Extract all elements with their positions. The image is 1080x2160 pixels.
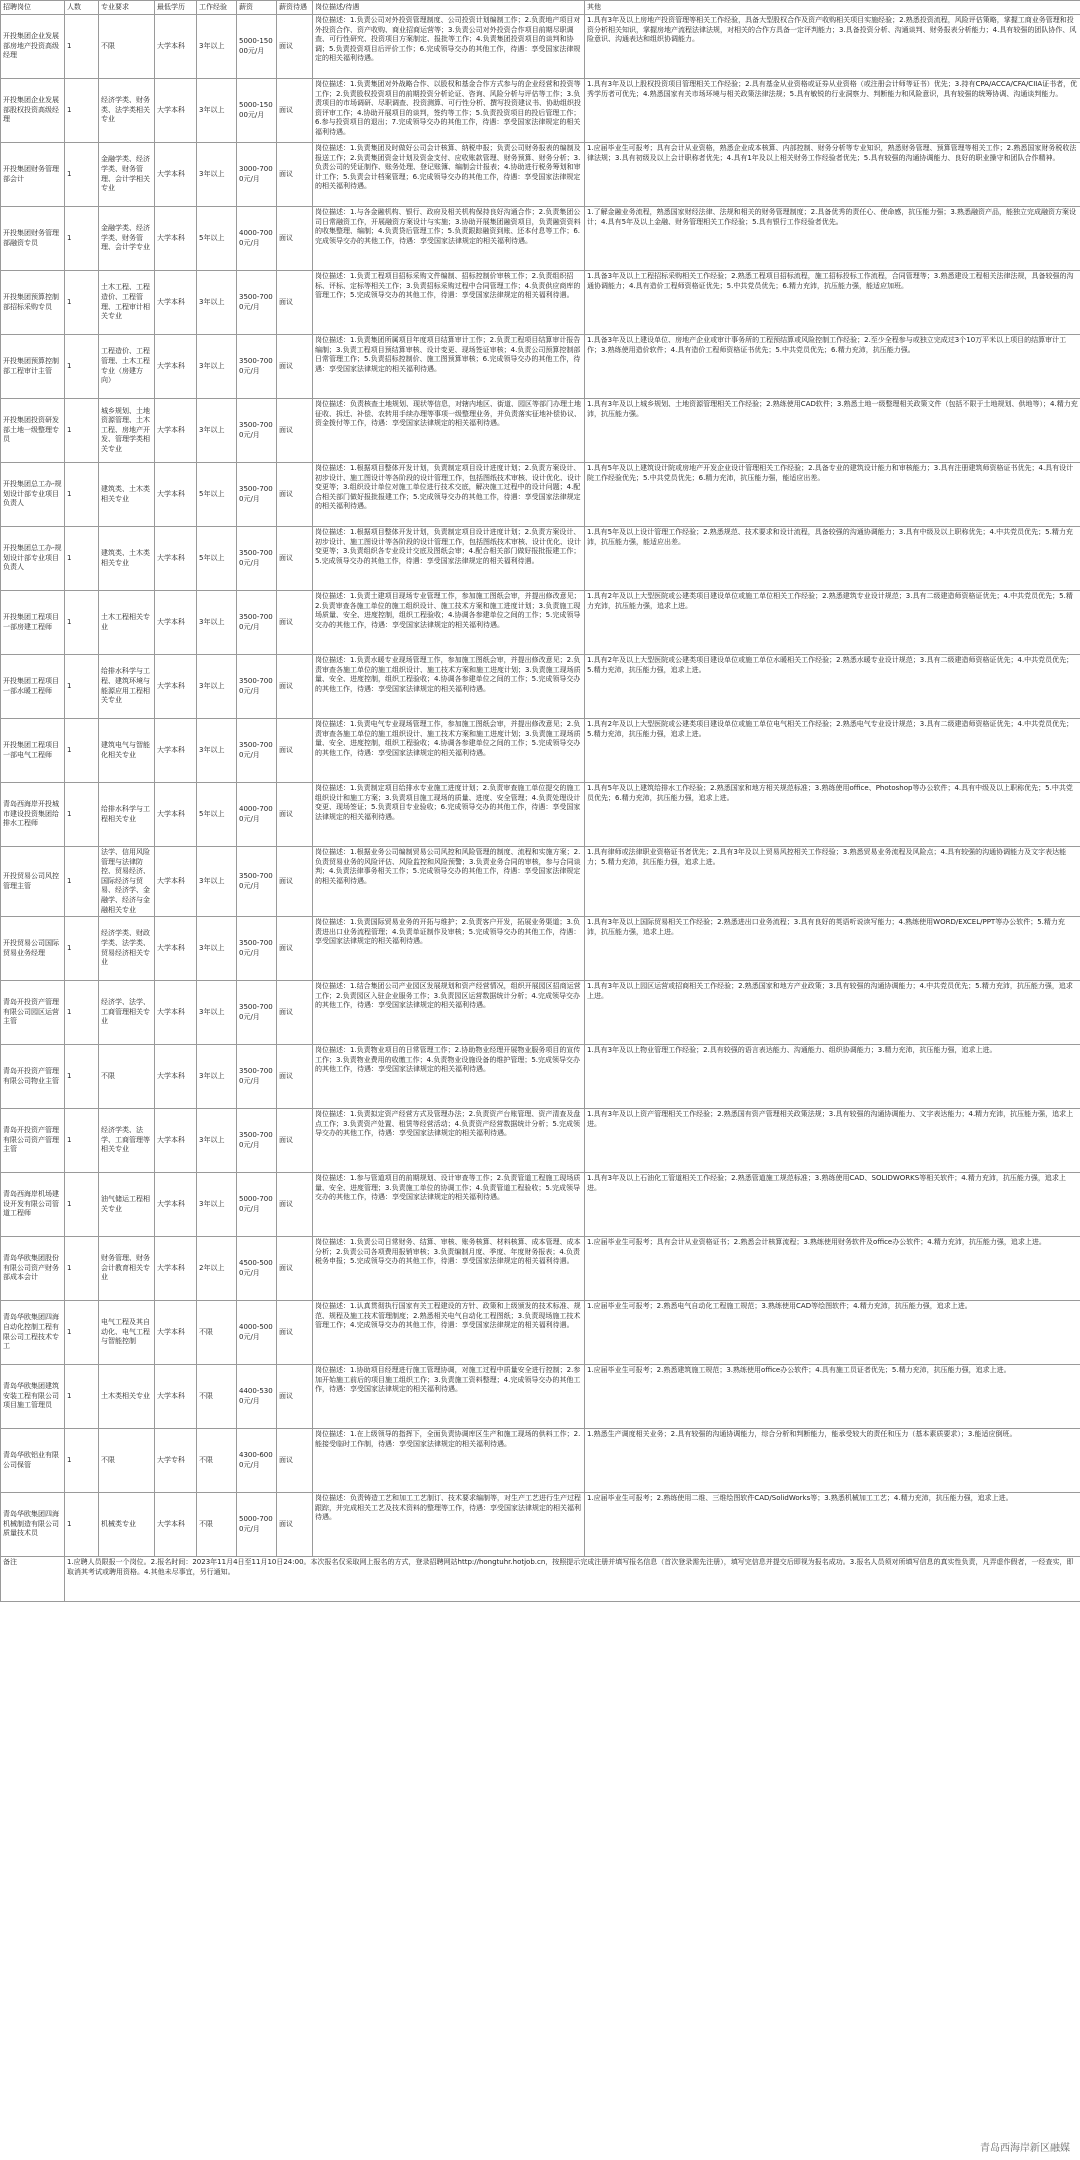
cell-education: 大学本科 — [155, 783, 197, 847]
cell-count: 1 — [65, 591, 99, 655]
cell-education: 大学本科 — [155, 271, 197, 335]
cell-count: 1 — [65, 655, 99, 719]
cell-count: 1 — [65, 271, 99, 335]
header-pay: 薪资待遇 — [277, 1, 313, 15]
cell-salary: 4000-7000元/月 — [237, 783, 277, 847]
table-row — [1, 207, 1080, 271]
cell-education: 大学本科 — [155, 591, 197, 655]
cell-other: 1.具有3年及以上石油化工管道相关工作经验；2.熟悉管道施工规范标准；3.熟练使用CAD、SOLIDWORKS等相关软件；4.精力充沛，抗压能力强，追求上进。 — [585, 1173, 1080, 1237]
cell-experience: 3年以上 — [197, 719, 237, 783]
cell-position: 青岛西海岸机场建设开发有限公司管道工程师 — [1, 1173, 65, 1237]
cell-other: 1.应届毕业生可报考；具有会计从业资格，熟悉企业成本核算、内部控制、财务分析等专业知识，熟悉财务管理、预算管理等相关工作；2.熟悉国家财务税收法律法规；3.具有初级及以上会计职称者优先；4.具有1年及以上相关财务工作经验者优先；5.具有较强的沟通协调能力、良好的职业操守和团队合作精神。 — [585, 143, 1080, 207]
cell-position: 开投集团财务管理部会计 — [1, 143, 65, 207]
cell-experience: 3年以上 — [197, 15, 237, 79]
cell-pay: 面议 — [277, 527, 313, 591]
cell-major: 工程造价、工程管理、土木工程专业（房建方向） — [99, 335, 155, 399]
cell-salary: 3500-7000元/月 — [237, 463, 277, 527]
cell-description: 岗位描述：1.负责公司日常财务、结算、审核、账务核算、材料核算、成本管理、成本分析；2.负责公司各项费用报销审核；3.负责编制月度、季度、年度财务报表；4.负责税务申报；5.完成领导交办的其他工作，待遇：享受国家法律规定的相关福利待遇。 — [313, 1237, 585, 1301]
cell-major: 土木工程、工程造价、工程管理、工程审计相关专业 — [99, 271, 155, 335]
cell-description: 岗位描述：1.负责集团所属项目年度项目结算审计工作；2.负责工程项目结算审计报告编制；3.负责工程项目预结算审核、设计变更、现场签证审核；4.负责公司预算控制部日常管理工作；5.负责招标控制价、施工图预算审核；6.完成领导交办的其他工作，待遇：享受国家法律规定的相关福利待遇。 — [313, 335, 585, 399]
cell-other: 1.具有3年及以上园区运营或招商相关工作经验；2.熟悉国家和地方产业政策；3.具有较强的沟通协调能力；4.中共党员优先；5.精力充沛，抗压能力强，追求上进。 — [585, 981, 1080, 1045]
cell-pay: 面议 — [277, 1237, 313, 1301]
cell-major: 财务管理、财务会计教育相关专业 — [99, 1237, 155, 1301]
cell-pay: 面议 — [277, 399, 313, 463]
cell-salary: 4000-5000元/月 — [237, 1301, 277, 1365]
cell-position: 开投贸易公司风控管理主管 — [1, 847, 65, 917]
cell-count: 1 — [65, 1173, 99, 1237]
cell-education: 大学本科 — [155, 719, 197, 783]
cell-major: 经济学类、财务类、法学类相关专业 — [99, 79, 155, 143]
cell-count: 1 — [65, 917, 99, 981]
table-row — [1, 981, 1080, 1045]
table-row — [1, 783, 1080, 847]
cell-position: 开投集团企业发展部房地产投资高级经理 — [1, 15, 65, 79]
cell-pay: 面议 — [277, 15, 313, 79]
cell-salary: 3500-7000元/月 — [237, 917, 277, 981]
table-row — [1, 719, 1080, 783]
cell-major: 不限 — [99, 15, 155, 79]
cell-count: 1 — [65, 463, 99, 527]
cell-position: 青岛开投资产管理有限公司园区运营主管 — [1, 981, 65, 1045]
cell-other: 1.具有5年及以上建筑设计院或房地产开发企业设计管理相关工作经验；2.具备专业的建筑设计能力和审核能力；3.具有注册建筑师资格证书优先；4.具有设计院工作经验优先；5.中共党员优先；6.精力充沛，抗压能力强，能适应出差。 — [585, 463, 1080, 527]
cell-education: 大学本科 — [155, 655, 197, 719]
cell-salary: 3500-7000元/月 — [237, 847, 277, 917]
cell-education: 大学本科 — [155, 207, 197, 271]
cell-major: 建筑类、土木类相关专业 — [99, 463, 155, 527]
cell-other: 1.了解金融业务流程，熟悉国家财经法律、法规和相关的财务管理制度；2.具备优秀的责任心、使命感，抗压能力强；3.熟悉融资产品，能独立完成融资方案设计；4.具有5年及以上金融、财务管理相关工作经验；5.具有银行工作经验者优先。 — [585, 207, 1080, 271]
cell-description: 岗位描述：1.根据项目整体开发计划，负责制定项目设计进度计划；2.负责方案设计、初步设计、施工图设计等各阶段的设计管理工作，包括图纸技术审核、设计优化、设计变更等；3.组织设计单位对施工单位进行技术交底，解决施工过程中的设计问题；4.配合相关部门做好报批报建工作；5.完成领导交办的其他工作，待遇：享受国家法律规定的相关福利待遇。 — [313, 463, 585, 527]
cell-count: 1 — [65, 79, 99, 143]
cell-salary: 3500-7000元/月 — [237, 271, 277, 335]
table-row — [1, 335, 1080, 399]
cell-position: 青岛华欧集团建筑安装工程有限公司项目施工管理员 — [1, 1365, 65, 1429]
cell-description: 岗位描述：负责铸造工艺和加工工艺制订、技术要求编制等，对生产工艺进行生产过程跟踪，并完成相关工艺及技术资料的整理等工作，待遇：享受国家法律规定的相关福利待遇。 — [313, 1493, 585, 1557]
cell-education: 大学本科 — [155, 917, 197, 981]
cell-count: 1 — [65, 1429, 99, 1493]
table-row — [1, 1173, 1080, 1237]
cell-other: 1.熟悉生产调度相关业务；2.具有较强的沟通协调能力，综合分析和判断能力，能承受较大的责任和压力（基本素质要求）；3.能适应倒班。 — [585, 1429, 1080, 1493]
table-row — [1, 1301, 1080, 1365]
cell-salary: 4500-5000元/月 — [237, 1237, 277, 1301]
watermark: 青岛西海岸新区融媒 — [976, 2137, 1074, 2156]
cell-description: 岗位描述：1.负责土建项目现场专业管理工作，参加施工图纸会审，并提出修改意见；2.负责审查各施工单位的施工组织设计、施工技术方案和施工进度计划；3.负责施工现场质量、安全、进度控制，组织工程验收；4.协调各参建单位之间的工作；5.完成领导交办的其他工作，待遇：享受国家法律规定的相关福利待遇。 — [313, 591, 585, 655]
cell-position: 开投集团工程项目一部水暖工程师 — [1, 655, 65, 719]
cell-pay: 面议 — [277, 1429, 313, 1493]
cell-experience: 3年以上 — [197, 79, 237, 143]
cell-experience: 3年以上 — [197, 591, 237, 655]
cell-other: 1.具有2年及以上大型医院或公建类项目建设单位或施工单位相关工作经验；2.熟悉建筑专业设计规范；3.具有二级建造师资格证优先；4.中共党员优先；5.精力充沛，抗压能力强，追求上进。 — [585, 591, 1080, 655]
cell-other: 1.应届毕业生可报考；具有会计从业资格证书；2.熟悉会计核算流程；3.熟练使用财务软件及office办公软件；4.精力充沛，抗压能力强，追求上进。 — [585, 1237, 1080, 1301]
cell-major: 城乡规划、土地资源管理、土木工程、房地产开发、管理学类相关专业 — [99, 399, 155, 463]
header-position: 招聘岗位 — [1, 1, 65, 15]
table-row — [1, 655, 1080, 719]
cell-major: 建筑电气与智能化相关专业 — [99, 719, 155, 783]
cell-major: 经济学类、法学、工商管理等相关专业 — [99, 1109, 155, 1173]
cell-description: 岗位描述：1.根据项目整体开发计划，负责制定项目设计进度计划；2.负责方案设计、初步设计、施工图设计等各阶段的设计管理工作，包括图纸技术审核、设计优化、设计变更等；3.负责组织各专业设计交底及图纸会审；4.配合相关部门做好报批报建工作；5.完成领导交办的其他工作，待遇：享受国家法律规定的相关福利待遇。 — [313, 527, 585, 591]
cell-experience: 不限 — [197, 1365, 237, 1429]
cell-other: 1.具有3年及以上城乡规划、土地资源管理相关工作经验；2.熟练使用CAD软件；3.熟悉土地一级整理相关政策文件（包括不限于土地规划、供地等）；4.精力充沛，抗压能力强。 — [585, 399, 1080, 463]
header-salary: 薪资 — [237, 1, 277, 15]
cell-education: 大学本科 — [155, 527, 197, 591]
cell-education: 大学本科 — [155, 1237, 197, 1301]
cell-experience: 3年以上 — [197, 1173, 237, 1237]
cell-pay: 面议 — [277, 847, 313, 917]
cell-education: 大学本科 — [155, 981, 197, 1045]
cell-count: 1 — [65, 1237, 99, 1301]
cell-salary: 3500-7000元/月 — [237, 335, 277, 399]
table-row — [1, 1109, 1080, 1173]
cell-position: 开投集团总工办-规划设计部专业项目负责人 — [1, 463, 65, 527]
cell-description: 岗位描述：1.根据业务公司编制贸易公司风控和风险管理的制度、流程和实施方案；2.负责贸易业务的风险评估、风险监控和风险预警；3.负责业务合同的审核，参与合同谈判；4.负责法律事务相关工作；5.完成领导交办的其他工作，待遇：享受国家法律规定的相关福利待遇。 — [313, 847, 585, 917]
cell-position: 开投集团工程项目一部房建工程师 — [1, 591, 65, 655]
table-row — [1, 1365, 1080, 1429]
cell-salary: 3500-7000元/月 — [237, 591, 277, 655]
cell-position: 开投贸易公司国际贸易业务经理 — [1, 917, 65, 981]
table-row — [1, 917, 1080, 981]
cell-position: 开投集团预算控制部招标采购专员 — [1, 271, 65, 335]
cell-education: 大学本科 — [155, 1173, 197, 1237]
cell-experience: 3年以上 — [197, 847, 237, 917]
cell-count: 1 — [65, 1109, 99, 1173]
cell-position: 青岛华欧集团四海自动化控制工程有限公司工程技术专工 — [1, 1301, 65, 1365]
cell-experience: 不限 — [197, 1493, 237, 1557]
cell-count: 1 — [65, 399, 99, 463]
header-count: 人数 — [65, 1, 99, 15]
cell-major: 给排水科学与工程相关专业 — [99, 783, 155, 847]
cell-pay: 面议 — [277, 143, 313, 207]
cell-other: 1.具有3年及以上房地产投资管理等相关工作经验，具备大型股权合作及资产收购相关项目实施经验；2.熟悉投资流程，风险评估策略，掌握工商业务管理和投资分析相关知识，掌握房地产流程法律法规，对相关的合作方具备一定评判能力；3.具备投资分析、沟通谈判、财务报表分析能力；4.具有较强的团队协作、风险意识、沟通表达和组织协调能力。 — [585, 15, 1080, 79]
cell-experience: 3年以上 — [197, 1109, 237, 1173]
cell-position: 青岛华欧集团四海机械制造有限公司质量技术员 — [1, 1493, 65, 1557]
cell-position: 开投集团总工办-规划设计部专业项目负责人 — [1, 527, 65, 591]
table-body — [1, 15, 1080, 1557]
table-row — [1, 1493, 1080, 1557]
cell-experience: 5年以上 — [197, 783, 237, 847]
cell-education: 大学本科 — [155, 847, 197, 917]
cell-major: 不限 — [99, 1429, 155, 1493]
cell-salary: 3500-7000元/月 — [237, 981, 277, 1045]
cell-count: 1 — [65, 143, 99, 207]
cell-count: 1 — [65, 15, 99, 79]
cell-salary: 3500-7000元/月 — [237, 399, 277, 463]
cell-major: 法学、信用风险管理与法律防控、贸易经济、国际经济与贸易、经济学、金融学、经济与金融相关专业 — [99, 847, 155, 917]
cell-other: 1.具备3年及以上工程招标采购相关工作经验；2.熟悉工程项目招标流程，施工招标投标工作流程，合同管理等；3.熟悉建设工程相关法律法规，具备较强的沟通协调能力；4.具有造价工程师资格证优先；5.中共党员优先；6.精力充沛，抗压能力强，能适应加班。 — [585, 271, 1080, 335]
cell-education: 大学本科 — [155, 1365, 197, 1429]
cell-experience: 3年以上 — [197, 655, 237, 719]
cell-position: 青岛开投资产管理有限公司物业主管 — [1, 1045, 65, 1109]
cell-other: 1.具有律师或法律职业资格证书者优先；2.具有3年及以上贸易风控相关工作经验；3.熟悉贸易业务流程及风险点；4.具有较强的沟通协调能力及文字表达能力；5.精力充沛，抗压能力强，追求上进。 — [585, 847, 1080, 917]
table-row — [1, 271, 1080, 335]
table-row — [1, 399, 1080, 463]
cell-education: 大学本科 — [155, 15, 197, 79]
cell-major: 油气储运工程相关专业 — [99, 1173, 155, 1237]
cell-pay: 面议 — [277, 335, 313, 399]
cell-position: 开投集团预算控制部工程审计主管 — [1, 335, 65, 399]
cell-education: 大学本科 — [155, 1045, 197, 1109]
cell-other: 1.应届毕业生可报考；2.熟悉建筑施工规范；3.熟练使用office办公软件；4.具有施工员证者优先；5.精力充沛，抗压能力强，追求上进。 — [585, 1365, 1080, 1429]
cell-experience: 5年以上 — [197, 207, 237, 271]
cell-position: 开投集团财务管理部融资专员 — [1, 207, 65, 271]
cell-description: 岗位描述：1.负责公司对外投资管理制度、公司投资计划编制工作；2.负责地产项目对外投资合作、资产收购、商业招商运营等；3.负责公司对外投资合作项目前期尽职调查、可行性研究、投资项目方案制定、报批等工作；4.负责集团投资项目的谈判和协调；5.负责投资项目后评价工作；6.完成领导交办的其他工作，待遇：享受国家法律规定的相关福利待遇。 — [313, 15, 585, 79]
table-row — [1, 527, 1080, 591]
cell-other: 1.具有3年及以上物业管理工作经验；2.具有较强的语言表达能力、沟通能力、组织协调能力；3.精力充沛，抗压能力强，追求上进。 — [585, 1045, 1080, 1109]
cell-experience: 3年以上 — [197, 271, 237, 335]
cell-experience: 不限 — [197, 1429, 237, 1493]
cell-experience: 3年以上 — [197, 917, 237, 981]
cell-description: 岗位描述：1.负责物业项目的日常管理工作；2.协助物业经理开展物业服务项目的宣传工作；3.负责物业费用的收缴工作；4.负责物业设施设备的维护管理；5.完成领导交办的其他工作，待遇：享受国家法律规定的相关福利待遇。 — [313, 1045, 585, 1109]
cell-other: 1.应届毕业生可报考；2.熟悉电气自动化工程施工规范；3.熟练使用CAD等绘图软件；4.精力充沛，抗压能力强，追求上进。 — [585, 1301, 1080, 1365]
cell-salary: 4000-7000元/月 — [237, 207, 277, 271]
cell-description: 岗位描述：1.协助项目经理进行施工管理协调，对施工过程中质量安全进行控制；2.参加开始施工前后的项目施工组织工作；3.负责施工资料整理；4.完成领导交办的其他工作，待遇：享受国家法律规定的相关福利待遇。 — [313, 1365, 585, 1429]
cell-position: 青岛开投资产管理有限公司资产管理主管 — [1, 1109, 65, 1173]
cell-count: 1 — [65, 1045, 99, 1109]
cell-education: 大学本科 — [155, 463, 197, 527]
cell-pay: 面议 — [277, 1173, 313, 1237]
cell-count: 1 — [65, 847, 99, 917]
cell-major: 经济学类、财政学类、法学类、贸易经济相关专业 — [99, 917, 155, 981]
cell-pay: 面议 — [277, 591, 313, 655]
cell-education: 大学本科 — [155, 1301, 197, 1365]
cell-experience: 3年以上 — [197, 335, 237, 399]
cell-pay: 面议 — [277, 1493, 313, 1557]
cell-experience: 不限 — [197, 1301, 237, 1365]
cell-salary: 4400-5300元/月 — [237, 1365, 277, 1429]
note-text: 1.应聘人员限报一个岗位。2.报名时间：2023年11月4日至11月10日24:00。本次报名仅采取网上报名的方式，登录招聘网站http://hongtuhr.hotjob.cn，按照提示完成注册并填写报名信息（首次登录需先注册），填写完信息并提交后即视为报名成功。3.报名人员须对所填写信息的真实性负责，凡弄虚作假者，一经查实，即取消其考试或聘用资格。4.其他未尽事宜，另行通知。 — [65, 1557, 1080, 1602]
cell-experience: 3年以上 — [197, 1045, 237, 1109]
header-description: 岗位描述/待遇 — [313, 1, 585, 15]
cell-description: 岗位描述：1.负责水暖专业现场管理工作，参加施工图纸会审，并提出修改意见；2.负责审查各施工单位的施工组织设计、施工技术方案和施工进度计划；3.负责施工现场质量、安全、进度控制，组织工程验收；4.协调各参建单位之间的工作；5.完成领导交办的其他工作，待遇：享受国家法律规定的相关福利待遇。 — [313, 655, 585, 719]
cell-pay: 面议 — [277, 1045, 313, 1109]
cell-description: 岗位描述：1.负责国际贸易业务的开拓与维护；2.负责客户开发，拓展业务渠道；3.负责进出口业务流程管理；4.负责单证制作及审核；5.完成领导交办的其他工作，待遇：享受国家法律规定的相关福利待遇。 — [313, 917, 585, 981]
cell-description: 岗位描述：1.负责集团及时做好公司会计核算、纳税申报；负责公司财务报表的编制及报送工作；2.负责集团资金计划及资金支付、应收账款管理、财务预算、财务分析；3.负责公司的凭证制作、账务处理、登记账簿、编制会计报表；4.协助进行税务筹划和审计工作；5.负责会计档案管理；6.完成领导交办的其他工作，待遇：享受国家法律规定的相关福利待遇。 — [313, 143, 585, 207]
cell-other: 1.具有3年及以上国际贸易相关工作经验；2.熟悉进出口业务流程；3.具有良好的英语听说读写能力；4.熟练使用WORD/EXCEL/PPT等办公软件；5.精力充沛，抗压能力强，追求上进。 — [585, 917, 1080, 981]
cell-count: 1 — [65, 1365, 99, 1429]
cell-pay: 面议 — [277, 463, 313, 527]
cell-major: 机械类专业 — [99, 1493, 155, 1557]
table-row — [1, 143, 1080, 207]
cell-salary: 3500-7000元/月 — [237, 527, 277, 591]
cell-salary: 5000-7000元/月 — [237, 1493, 277, 1557]
cell-pay: 面议 — [277, 981, 313, 1045]
cell-other: 1.具有5年及以上设计管理工作经验；2.熟悉规范、技术要求和设计流程，具备较强的沟通协调能力；3.具有中级及以上职称优先；4.中共党员优先；5.精力充沛，抗压能力强，能适应出差。 — [585, 527, 1080, 591]
cell-pay: 面议 — [277, 1109, 313, 1173]
cell-education: 大学专科 — [155, 1429, 197, 1493]
table-row — [1, 1237, 1080, 1301]
cell-salary: 3500-7000元/月 — [237, 1045, 277, 1109]
cell-description: 岗位描述：1.与各金融机构、银行、政府及相关机构保持良好沟通合作；2.负责集团公司日常融资工作，开展融资方案设计与实施；3.协助开展集团融资项目，负责融资资料的收集整理、编制；4.负责贷后管理工作；5.负责跟踪融资到账、还本付息等工作；6.完成领导交办的其他工作，待遇：享受国家法律规定的相关福利待遇。 — [313, 207, 585, 271]
table-row — [1, 1045, 1080, 1109]
cell-education: 大学本科 — [155, 1109, 197, 1173]
table-row — [1, 1429, 1080, 1493]
cell-description: 岗位描述：1.负责工程项目招标采购文件编制、招标控制价审核工作；2.负责组织招标、评标、定标等相关工作；3.负责招标采购过程中合同管理工作；4.负责供应商库的管理工作；5.完成领导交办的其他工作，待遇：享受国家法律规定的相关福利待遇。 — [313, 271, 585, 335]
cell-pay: 面议 — [277, 655, 313, 719]
cell-salary: 3500-7000元/月 — [237, 1109, 277, 1173]
table-row — [1, 591, 1080, 655]
cell-other: 1.具有3年及以上股权投资项目管理相关工作经验；2.具有基金从业资格或证券从业资格（或注册会计师等证书）优先；3.持有CPA/ACCA/CFA/CIIA证书者，优秀学历者可优先；4.熟悉国家有关市场环境与相关政策法律法规；5.具有敏锐的行业洞察力、判断能力和风险意识，具有较强的统筹协调、沟通谈判能力。 — [585, 79, 1080, 143]
cell-count: 1 — [65, 783, 99, 847]
cell-pay: 面议 — [277, 1365, 313, 1429]
cell-description: 岗位描述：1.负责集团对外战略合作、以股权和基金合作方式参与的企业经营和投资等工作；2.负责股权投资项目的前期投资分析论证、咨询、风险分析与评估等工作；3.负责项目的市场调研、尽职调查、投资测算、可行性分析、撰写投资建议书、协助组织投资评审工作；4.协助开展项目的谈判，签约等工作；5.负责投资项目的投后管理工作；6.参与投资项目的退出；7.完成领导交办的其他工作，待遇：享受国家法律规定的相关福利待遇。 — [313, 79, 585, 143]
cell-major: 金融学类、经济学类、财务管理、会计学相关专业 — [99, 143, 155, 207]
cell-description: 岗位描述：1.在上级领导的指挥下，全面负责协调库区生产和施工现场的供料工作；2.能接受临时工作制，待遇：享受国家法律规定的相关福利待遇。 — [313, 1429, 585, 1493]
cell-count: 1 — [65, 1301, 99, 1365]
cell-count: 1 — [65, 1493, 99, 1557]
cell-description: 岗位描述：1.结合集团公司产业园区发展规划和资产经营情况，组织开展园区招商运营工作；2.负责园区入驻企业服务工作；3.负责园区运营数据统计分析；4.完成领导交办的其他工作，待遇：享受国家法律规定的相关福利待遇。 — [313, 981, 585, 1045]
cell-description: 岗位描述：1.参与管道项目的前期规划、设计审查等工作；2.负责管道工程施工现场质量、安全、进度管理；3.负责施工单位的协调工作；4.负责管道工程验收；5.完成领导交办的其他工作，待遇：享受国家法律规定的相关福利待遇。 — [313, 1173, 585, 1237]
cell-experience: 5年以上 — [197, 463, 237, 527]
cell-description: 岗位描述：1.负责拟定资产经营方式及管理办法；2.负责资产台账管理、资产清查及盘点工作；3.负责资产处置、租赁等经营活动；4.负责资产经营数据统计分析；5.完成领导交办的其他工作，待遇：享受国家法律规定的相关福利待遇。 — [313, 1109, 585, 1173]
cell-major: 土木类相关专业 — [99, 1365, 155, 1429]
cell-other: 1.具有2年及以上大型医院或公建类项目建设单位或施工单位电气相关工作经验；2.熟悉电气专业设计规范；3.具有二级建造师资格证优先；4.中共党员优先；5.精力充沛，抗压能力强，追求上进。 — [585, 719, 1080, 783]
cell-major: 建筑类、土木类相关专业 — [99, 527, 155, 591]
cell-count: 1 — [65, 527, 99, 591]
cell-experience: 3年以上 — [197, 143, 237, 207]
cell-salary: 3500-7000元/月 — [237, 655, 277, 719]
cell-position: 开投集团工程项目一部电气工程师 — [1, 719, 65, 783]
cell-education: 大学本科 — [155, 79, 197, 143]
cell-experience: 3年以上 — [197, 981, 237, 1045]
cell-major: 金融学类、经济学类、财务管理、会计学专业 — [99, 207, 155, 271]
table-row — [1, 463, 1080, 527]
note-label: 备注 — [1, 1557, 65, 1602]
cell-other: 1.具备3年及以上建设单位、房地产企业或审计事务所的工程预结算或风险控制工作经验；2.至少全程参与或独立完成过3个10万平米以上项目的结算审计工作；3.熟练使用造价软件；4.具有造价工程师资格证书优先；5.中共党员优先；6.精力充沛，抗压能力强。 — [585, 335, 1080, 399]
cell-education: 大学本科 — [155, 399, 197, 463]
cell-salary: 3000-7000元/月 — [237, 143, 277, 207]
header-other: 其他 — [585, 1, 1080, 15]
cell-education: 大学本科 — [155, 335, 197, 399]
table-header — [1, 1, 1080, 15]
table-row — [1, 79, 1080, 143]
cell-description: 岗位描述：1.负责电气专业现场管理工作，参加施工图纸会审，并提出修改意见；2.负责审查各施工单位的施工组织设计、施工技术方案和施工进度计划；3.负责施工现场质量、安全、进度控制，组织工程验收；4.协调各参建单位之间的工作；5.完成领导交办的其他工作，待遇：享受国家法律规定的相关福利待遇。 — [313, 719, 585, 783]
cell-experience: 2年以上 — [197, 1237, 237, 1301]
cell-education: 大学本科 — [155, 143, 197, 207]
cell-major: 给排水科学与工程、建筑环境与能源应用工程相关专业 — [99, 655, 155, 719]
cell-other: 1.具有2年及以上大型医院或公建类项目建设单位或施工单位水暖相关工作经验；2.熟悉水暖专业设计规范；3.具有二级建造师资格证优先；4.中共党员优先；5.精力充沛，抗压能力强，追求上进。 — [585, 655, 1080, 719]
cell-other: 1.具有3年及以上资产管理相关工作经验；2.熟悉国有资产管理相关政策法规；3.具有较强的沟通协调能力、文字表达能力；4.精力充沛，抗压能力强，追求上进。 — [585, 1109, 1080, 1173]
header-major: 专业要求 — [99, 1, 155, 15]
cell-description: 岗位描述：1.认真贯彻执行国家有关工程建设的方针、政策和上级颁发的技术标准、规范、规程及施工技术管理制度；2.熟悉相关电气自动化工程图纸；3.负责现场施工技术管理工作；4.完成领导交办的其他工作，待遇：享受国家法律规定的相关福利待遇。 — [313, 1301, 585, 1365]
cell-major: 土木工程相关专业 — [99, 591, 155, 655]
cell-position: 开投集团企业发展部股权投资高级经理 — [1, 79, 65, 143]
cell-pay: 面议 — [277, 719, 313, 783]
cell-pay: 面议 — [277, 917, 313, 981]
cell-salary: 5000-15000元/月 — [237, 15, 277, 79]
table-row — [1, 847, 1080, 917]
cell-position: 开投集团投资研发部土地一级整理专员 — [1, 399, 65, 463]
cell-pay: 面议 — [277, 207, 313, 271]
cell-major: 电气工程及其自动化、电气工程与智能控制 — [99, 1301, 155, 1365]
cell-major: 不限 — [99, 1045, 155, 1109]
table-row — [1, 15, 1080, 79]
cell-position: 青岛华欧集团股份有限公司资产财务部成本会计 — [1, 1237, 65, 1301]
cell-salary: 5000-15000元/月 — [237, 79, 277, 143]
cell-pay: 面议 — [277, 783, 313, 847]
header-education: 最低学历 — [155, 1, 197, 15]
cell-salary: 4300-6000元/月 — [237, 1429, 277, 1493]
cell-description: 岗位描述：1.负责制定项目给排水专业施工进度计划；2.负责审查施工单位提交的施工组织设计和施工方案；3.负责项目施工现场的质量、进度、安全管理；4.负责处理设计变更、现场签证；5.负责项目专业验收；6.完成领导交办的其他工作，待遇：享受国家法律规定的相关福利待遇。 — [313, 783, 585, 847]
cell-other: 1.应届毕业生可报考；2.熟练使用二维、三维绘图软件CAD/SolidWorks等；3.熟悉机械加工工艺；4.精力充沛，抗压能力强，追求上进。 — [585, 1493, 1080, 1557]
header-experience: 工作经验 — [197, 1, 237, 15]
cell-pay: 面议 — [277, 79, 313, 143]
cell-pay: 面议 — [277, 271, 313, 335]
cell-count: 1 — [65, 207, 99, 271]
cell-major: 经济学、法学、工商管理相关专业 — [99, 981, 155, 1045]
cell-salary: 5000-7000元/月 — [237, 1173, 277, 1237]
cell-experience: 3年以上 — [197, 399, 237, 463]
cell-other: 1.具有5年及以上建筑给排水工作经验；2.熟悉国家和地方相关规范标准；3.熟练使用office、Photoshop等办公软件；4.具有中级及以上职称优先；5.中共党员优先；6.精力充沛，抗压能力强，追求上进。 — [585, 783, 1080, 847]
cell-experience: 5年以上 — [197, 527, 237, 591]
cell-count: 1 — [65, 981, 99, 1045]
cell-description: 岗位描述：负责核查土地规划、现状等信息，对辖内地区、街道、园区等部门办理土地征收、拆迁、补偿、农转用手续办理等事项一级整理业务，并负责落实征地补偿协议、资金拨付等工作，待遇：享受国家法律规定的相关福利待遇。 — [313, 399, 585, 463]
cell-position: 青岛西海岸开投城市建设投资集团给排水工程师 — [1, 783, 65, 847]
cell-count: 1 — [65, 719, 99, 783]
note-row — [1, 1557, 1080, 1602]
cell-education: 大学本科 — [155, 1493, 197, 1557]
cell-count: 1 — [65, 335, 99, 399]
cell-position: 青岛华欧铝业有限公司保管 — [1, 1429, 65, 1493]
cell-salary: 3500-7000元/月 — [237, 719, 277, 783]
cell-pay: 面议 — [277, 1301, 313, 1365]
